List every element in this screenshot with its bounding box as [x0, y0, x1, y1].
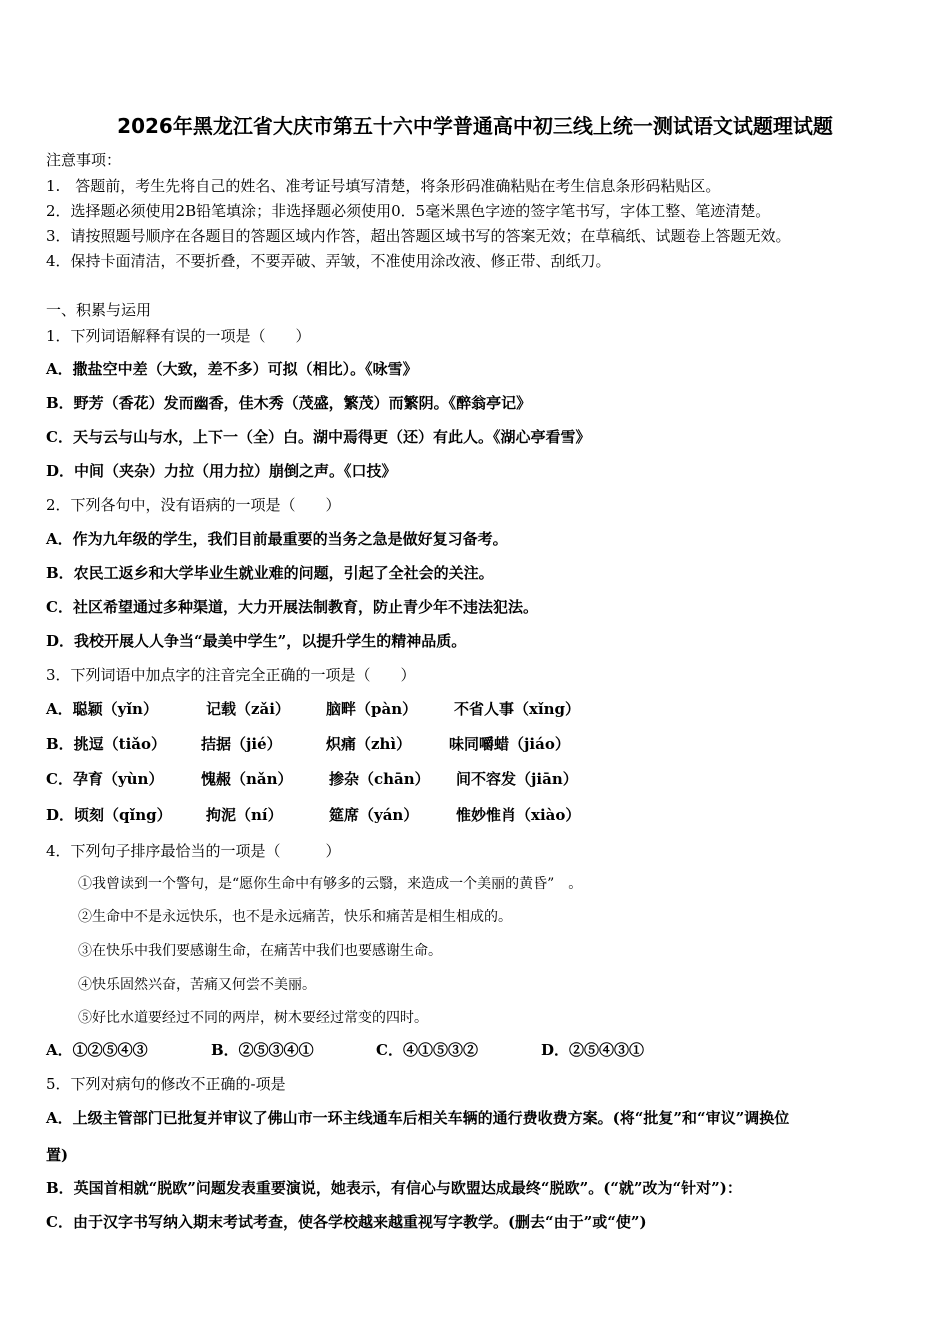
option: C．孕育（yùn）	[46, 770, 164, 788]
option: D．②⑤④③①	[541, 1041, 645, 1059]
option: B．英国首相就“脱欧”问题发表重要演说，她表示，有信心与欧盟达成最终“脱欧”。(“就”改为“针对”)：	[46, 1179, 742, 1197]
option-item: 不省人事（xǐng）	[454, 700, 581, 718]
option: B．挑逗（tiǎo）	[46, 735, 167, 753]
option: C．天与云与山与水，上下一（全）白。湖中焉得更（还）有此人。《湖心亭看雪》	[46, 428, 591, 446]
option-item: 拘泥（ní）	[206, 806, 283, 824]
page-title: 2026年黑龙江省大庆市第五十六中学普通高中初三线上统一测试语文试题理试题	[117, 114, 833, 138]
option: A．作为九年级的学生，我们目前最重要的当务之急是做好复习备考。	[46, 530, 508, 548]
option: D．中间（夹杂）力拉（用力拉）崩倒之声。《口技》	[46, 462, 397, 480]
notice-heading: 注意事项：	[46, 151, 122, 169]
option-item: 脑畔（pàn）	[326, 700, 418, 718]
section-heading: 一、积累与运用	[46, 301, 152, 319]
option: D．顷刻（qǐng）	[46, 806, 172, 824]
option-item: 记载（zǎi）	[206, 700, 290, 718]
question-stem: 2．下列各句中，没有语病的一项是（ ）	[46, 496, 341, 514]
notice-item: 1. 答题前，考生先将自己的姓名、准考证号填写清楚，将条形码准确粘贴在考生信息条形码粘贴区。	[46, 177, 721, 195]
option-item: 拮据（jié）	[201, 735, 282, 753]
option-item: 间不容发（jiān）	[456, 770, 578, 788]
notice-item: 2．选择题必须使用2B铅笔填涂；非选择题必须使用0．5毫米黑色字迹的签字笔书写，字体工整、笔迹清楚。	[46, 202, 771, 220]
option: A．①②⑤④③	[46, 1041, 148, 1059]
option-item: 掺杂（chān）	[329, 770, 430, 788]
option: B．野芳（香花）发而幽香，佳木秀（茂盛，繁茂）而繁阴。《醉翁亭记》	[46, 394, 532, 412]
option-item: 筵席（yán）	[329, 806, 419, 824]
option-item: 炽痛（zhì）	[326, 735, 412, 753]
option-continued: 置)	[46, 1146, 69, 1164]
option: C．社区希望通过多种渠道，大力开展法制教育，防止青少年不违法犯法。	[46, 598, 538, 616]
sentence: ①我曾读到一个警句，是“愿你生命中有够多的云翳，来造成一个美丽的黄昏” 。	[78, 876, 583, 892]
option: A．上级主管部门已批复并审议了佛山市一环主线通车后相关车辆的通行费收费方案。(将“批复”和“审议”调换位	[46, 1109, 790, 1127]
sentence: ⑤好比水道要经过不同的两岸，树木要经过常变的四时。	[78, 1010, 428, 1026]
option: C．由于汉字书写纳入期末考试考查，使各学校越来越重视写字教学。(删去“由于”或“使”)	[46, 1213, 647, 1231]
question-stem: 5．下列对病句的修改不正确的-项是	[46, 1075, 286, 1093]
option: B．农民工返乡和大学毕业生就业难的问题，引起了全社会的关注。	[46, 564, 494, 582]
sentence: ②生命中不是永远快乐，也不是永远痛苦，快乐和痛苦是相生相成的。	[78, 909, 512, 925]
option: A．聪颖（yǐn）	[46, 700, 158, 718]
question-stem: 3．下列词语中加点字的注音完全正确的一项是（ ）	[46, 666, 416, 684]
option-item: 惟妙惟肖（xiào）	[456, 806, 581, 824]
question-stem: 4．下列句子排序最恰当的一项是（ ）	[46, 842, 341, 860]
question-stem: 1．下列词语解释有误的一项是（ ）	[46, 327, 311, 345]
sentence: ③在快乐中我们要感谢生命，在痛苦中我们也要感谢生命。	[78, 943, 442, 959]
option-item: 味同嚼蜡（jiáo）	[449, 735, 570, 753]
option: C．④①⑤③②	[376, 1041, 478, 1059]
option-item: 愧赧（nǎn）	[201, 770, 293, 788]
notice-item: 3．请按照题号顺序在各题目的答题区域内作答，超出答题区域书写的答案无效；在草稿纸、试题卷上答题无效。	[46, 227, 791, 245]
option: A．撒盐空中差（大致，差不多）可拟（相比）。《咏雪》	[46, 360, 418, 378]
sentence: ④快乐固然兴奋，苦痛又何尝不美丽。	[78, 977, 316, 993]
option: B．②⑤③④①	[211, 1041, 314, 1059]
option: D．我校开展人人争当“最美中学生”，以提升学生的精神品质。	[46, 632, 467, 650]
notice-item: 4．保持卡面清洁，不要折叠，不要弄破、弄皱，不准使用涂改液、修正带、刮纸刀。	[46, 252, 611, 270]
